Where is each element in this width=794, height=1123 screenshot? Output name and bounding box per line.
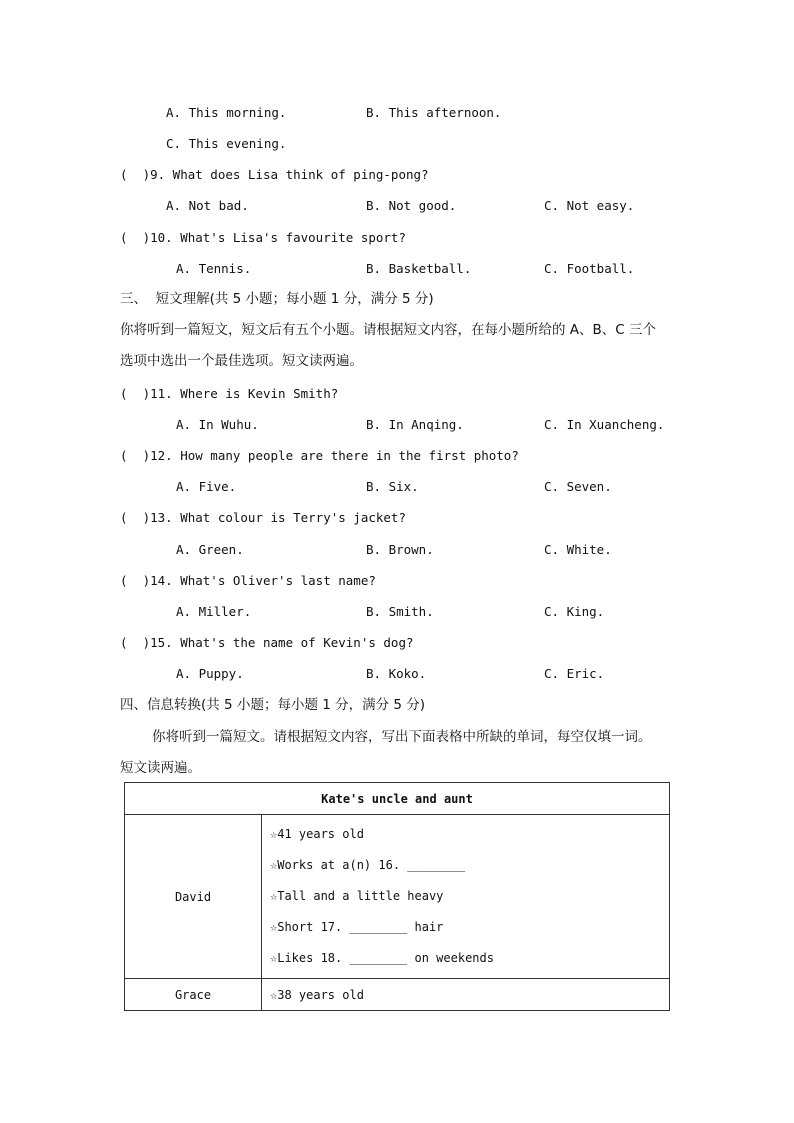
question-12: ( )12. How many people are there in the first photo? [120,448,519,463]
q13-option-a: A. Green. [176,542,244,557]
q14-option-b: B. Smith. [366,604,434,619]
q11-option-c: C. In Xuancheng. [544,417,665,432]
david-fact-likes-blank-18: ☆Likes 18. ________ on weekends [270,951,494,965]
q11-option-b: B. In Anqing. [366,417,464,432]
q8-option-c: C. This evening. [166,136,287,151]
question-14: ( )14. What's Oliver's last name? [120,573,376,588]
q14-option-c: C. King. [544,604,605,619]
section-4-instruction-1: 你将听到一篇短文。请根据短文内容，写出下面表格中所缺的单词，每空仅填一词。 [152,729,652,745]
q13-option-c: C. White. [544,542,612,557]
person-name-david: David [125,815,262,979]
david-facts [262,815,670,979]
question-15: ( )15. What's the name of Kevin's dog? [120,635,414,650]
q10-option-c: C. Football. [544,261,635,276]
q15-option-b: B. Koko. [366,666,427,681]
q8-option-a: A. This morning. [166,105,287,120]
section-4-heading: 四、信息转换(共 5 小题；每小题 1 分，满分 5 分) [120,697,426,713]
question-10: ( )10. What's Lisa's favourite sport? [120,230,406,245]
q13-option-b: B. Brown. [366,542,434,557]
q9-option-c: C. Not easy. [544,198,635,213]
person-name-grace: Grace [125,979,262,1011]
q12-option-b: B. Six. [366,479,419,494]
david-fact-build: ☆Tall and a little heavy [270,889,444,903]
section-4-instruction-2: 短文读两遍。 [120,760,201,776]
section-3-instruction-2: 选项中选出一个最佳选项。短文读两遍。 [120,353,363,369]
table-header-row [125,783,670,815]
q11-option-a: A. In Wuhu. [176,417,259,432]
question-9: ( )9. What does Lisa think of ping-pong? [120,167,429,182]
section-3-heading: 三、 短文理解(共 5 小题；每小题 1 分，满分 5 分) [120,291,434,307]
table-row-david [125,815,670,979]
grace-fact-age: ☆38 years old [262,979,670,1011]
q14-option-a: A. Miller. [176,604,252,619]
question-13: ( )13. What colour is Terry's jacket? [120,510,406,525]
q8-option-b: B. This afternoon. [366,105,502,120]
david-fact-hair-blank-17: ☆Short 17. ________ hair [270,920,444,934]
info-table [124,782,670,1011]
section-3-instruction-1: 你将听到一篇短文，短文后有五个小题。请根据短文内容，在每小题所给的 A、B、C 三个 [120,322,657,338]
q12-option-a: A. Five. [176,479,237,494]
q10-option-b: B. Basketball. [366,261,472,276]
david-fact-age: ☆41 years old [270,827,364,841]
table-row-grace [125,979,670,1011]
q15-option-c: C. Eric. [544,666,605,681]
q9-option-b: B. Not good. [366,198,457,213]
q12-option-c: C. Seven. [544,479,612,494]
q15-option-a: A. Puppy. [176,666,244,681]
david-fact-work-blank-16: ☆Works at a(n) 16. ________ [270,858,466,872]
q9-option-a: A. Not bad. [166,198,249,213]
table-title: Kate's uncle and aunt [125,783,670,815]
q10-option-a: A. Tennis. [176,261,252,276]
question-11: ( )11. Where is Kevin Smith? [120,386,339,401]
